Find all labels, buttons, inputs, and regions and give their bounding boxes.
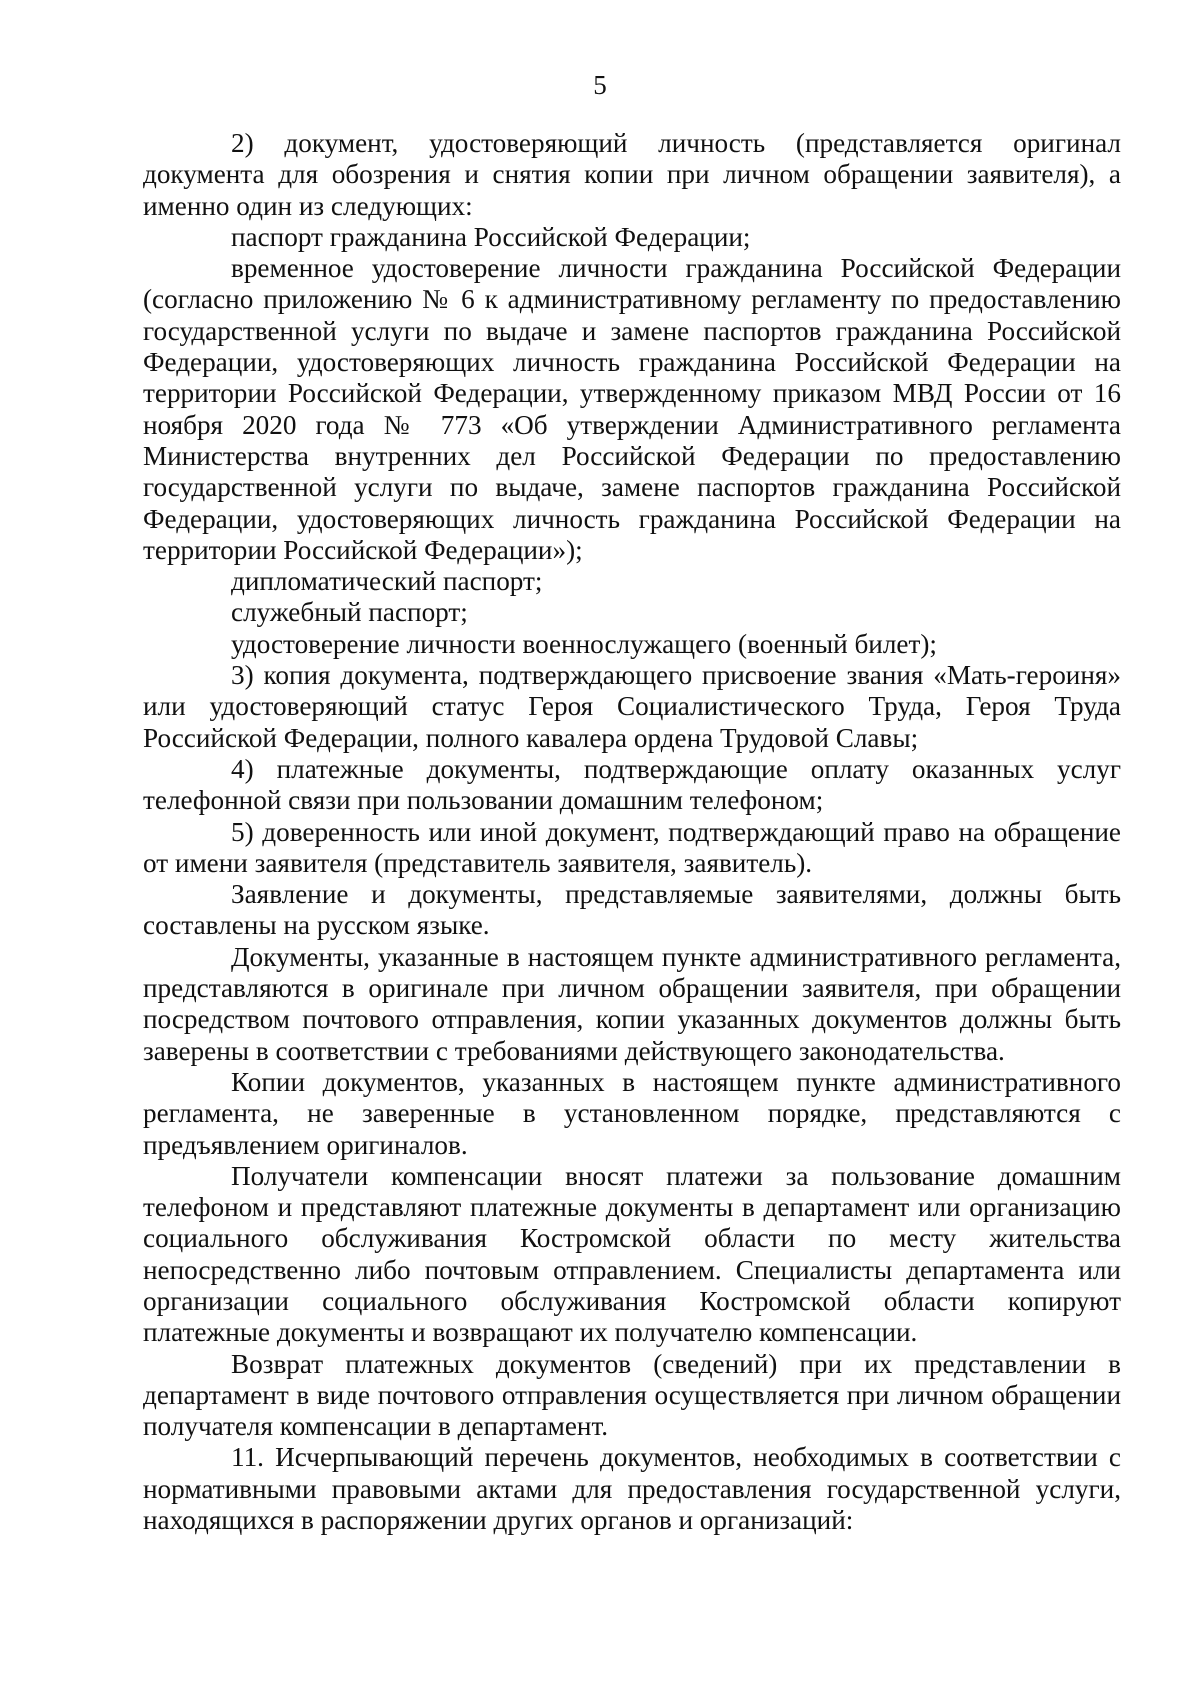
paragraph-compensation-payments: Получатели компенсации вносят платежи за пользование домашним телефоном и представляют платежные документы в департамент или организацию социального обслуживания Костромской области по месту жительства непосредственно либо почтовым отправлением. Специалисты департамента или организации социального обслуживания Костромской области копируют платежные документы и возвращают их получателю компенсации. xyxy=(143,1160,1121,1348)
paragraph-temporary-id: временное удостоверение личности гражданина Российской Федерации (согласно приложению № 6 к административному регламенту по предоставлению государственной услуги по выдаче и замене паспортов гражданина Российской Федерации, удостоверяющих личность гражданина Российской Федерации на территории Российской Федерации, утвержденному приказом МВД России от 16 ноября 2020 года № 773 «Об утверждении Административного регламента Министерства внутренних дел Российской Федерации по предоставлению государственной услуги по выдаче, замене паспортов гражданина Российской Федерации, удостоверяющих личность гражданина Российской Федерации на территории Российской Федерации»); xyxy=(143,253,1121,565)
paragraph-originals: Документы, указанные в настоящем пункте административного регламента, представляются в оригинале при личном обращении заявителя, при обращении посредством почтового отправления, копии указанных документов должны быть заверены в соответствии с требованиями действующего законодательства. xyxy=(143,941,1121,1066)
paragraph-language: Заявление и документы, представляемые заявителями, должны быть составлены на русском языке. xyxy=(143,879,1121,941)
document-body xyxy=(143,128,1121,1536)
page-number: 5 xyxy=(593,70,607,100)
paragraph-identity-document: 2) документ, удостоверяющий личность (представляется оригинал документа для обозрения и снятия копии при личном обращении заявителя), а именно один из следующих: xyxy=(143,128,1121,221)
paragraph-copies: Копии документов, указанных в настоящем пункте административного регламента, не заверенные в установленном порядке, представляются с предъявлением оригиналов. xyxy=(143,1066,1121,1160)
paragraph-military-id: удостоверение личности военнослужащего (военный билет); xyxy=(231,628,937,659)
paragraph-service-passport: служебный паспорт; xyxy=(231,597,468,628)
paragraph-payment-documents: 4) платежные документы, подтверждающие оплату оказанных услуг телефонной связи при пользовании домашним телефоном; xyxy=(143,753,1121,816)
paragraph-hero-status: 3) копия документа, подтверждающего присвоение звания «Мать-героиня» или удостоверяющий статус Героя Социалистического Труда, Героя Труда Российской Федерации, полного кавалера ордена Трудовой Славы; xyxy=(143,660,1121,753)
paragraph-power-of-attorney: 5) доверенность или иной документ, подтверждающий право на обращение от имени заявителя (представитель заявителя, заявитель). xyxy=(143,816,1121,878)
paragraph-section-11: 11. Исчерпывающий перечень документов, необходимых в соответствии с нормативными правовыми актами для предоставления государственной услуги, находящихся в распоряжении других органов и организаций: xyxy=(143,1442,1121,1536)
paragraph-diplomatic-passport: дипломатический паспорт; xyxy=(231,566,543,597)
paragraph-return-documents: Возврат платежных документов (сведений) при их представлении в департамент в виде почтового отправления осуществляется при личном обращении получателя компенсации в департамент. xyxy=(143,1348,1121,1442)
paragraph-passport: паспорт гражданина Российской Федерации; xyxy=(231,221,751,252)
